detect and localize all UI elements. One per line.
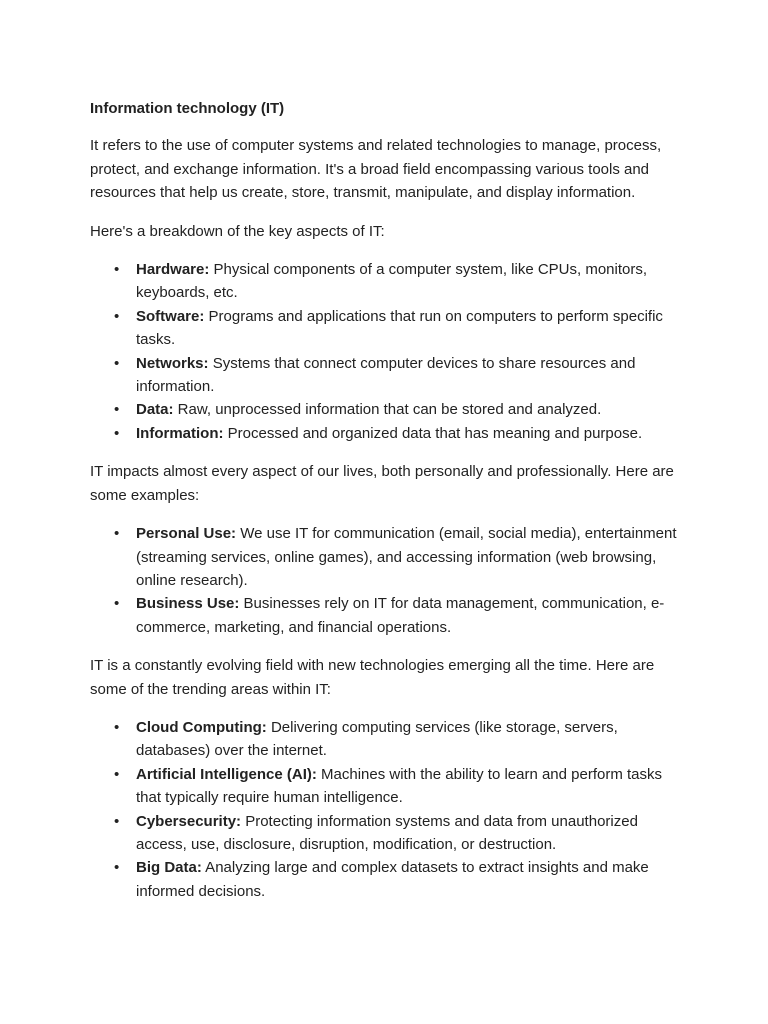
- term-description: Systems that connect computer devices to share resources and information.: [136, 354, 636, 396]
- term-description: Raw, unprocessed information that can be stored and analyzed.: [173, 401, 602, 419]
- document-title: Information technology (IT): [90, 100, 285, 117]
- impact-intro-paragraph: IT impacts almost every aspect of our lives, both personally and professionally. Here are some examples:: [90, 463, 674, 504]
- impacts-list: [90, 522, 678, 639]
- term-label: Data:: [136, 401, 174, 419]
- term-description: We use IT for communication (email, social media), entertainment (streaming services, online games), and accessing information (web browsing, online research).: [136, 525, 677, 589]
- term-description: Processed and organized data that has meaning and purpose.: [223, 424, 643, 442]
- list-item-hardware: [136, 258, 678, 305]
- list-item-business-use: [136, 592, 678, 639]
- aspects-intro-paragraph: Here's a breakdown of the key aspects of IT:: [90, 222, 385, 240]
- list-item-information: [136, 422, 678, 445]
- list-item-personal-use: [136, 522, 678, 592]
- term-label: Artificial Intelligence (AI):: [136, 765, 317, 783]
- term-label: Software:: [136, 307, 205, 325]
- list-item-artificial-intelligence: [136, 763, 678, 810]
- term-label: Big Data:: [136, 859, 202, 877]
- list-item-big-data: [136, 856, 678, 903]
- term-description: Analyzing large and complex datasets to extract insights and make informed decisions.: [136, 859, 649, 900]
- aspects-list: [90, 258, 678, 445]
- list-item-cloud-computing: [136, 716, 678, 763]
- term-label: Business Use:: [136, 595, 240, 613]
- term-description: Physical components of a computer system, like CPUs, monitors, keyboards, etc.: [136, 261, 648, 302]
- term-label: Information:: [136, 424, 224, 442]
- term-description: Machines with the ability to learn and perform tasks that typically require human intelligence.: [136, 765, 663, 807]
- list-item-data: [136, 398, 678, 421]
- trends-intro-paragraph: IT is a constantly evolving field with new technologies emerging all the time. Here are some of the trending areas within IT:: [90, 657, 655, 698]
- term-label: Cloud Computing:: [136, 718, 267, 736]
- term-label: Hardware:: [136, 261, 210, 279]
- term-description: Delivering computing services (like storage, servers, databases) over the internet.: [136, 718, 618, 760]
- trends-list: [90, 716, 678, 903]
- intro-paragraph: It refers to the use of computer systems and related technologies to manage, process, protect, and exchange information. It's a broad field encompassing various tools and resources that help us create, store, transmit, manipulate, and display information.: [90, 137, 662, 202]
- term-description: Programs and applications that run on computers to perform specific tasks.: [136, 307, 663, 349]
- list-item-cybersecurity: [136, 810, 678, 857]
- term-description: Businesses rely on IT for data management, communication, e-commerce, marketing, and financial operations.: [136, 595, 665, 636]
- list-item-networks: [136, 352, 678, 399]
- term-label: Personal Use:: [136, 525, 237, 543]
- term-label: Networks:: [136, 354, 209, 372]
- term-description: Protecting information systems and data from unauthorized access, use, disclosure, disruption, modification, or destruction.: [136, 812, 638, 853]
- list-item-software: [136, 305, 678, 352]
- term-label: Cybersecurity:: [136, 812, 242, 830]
